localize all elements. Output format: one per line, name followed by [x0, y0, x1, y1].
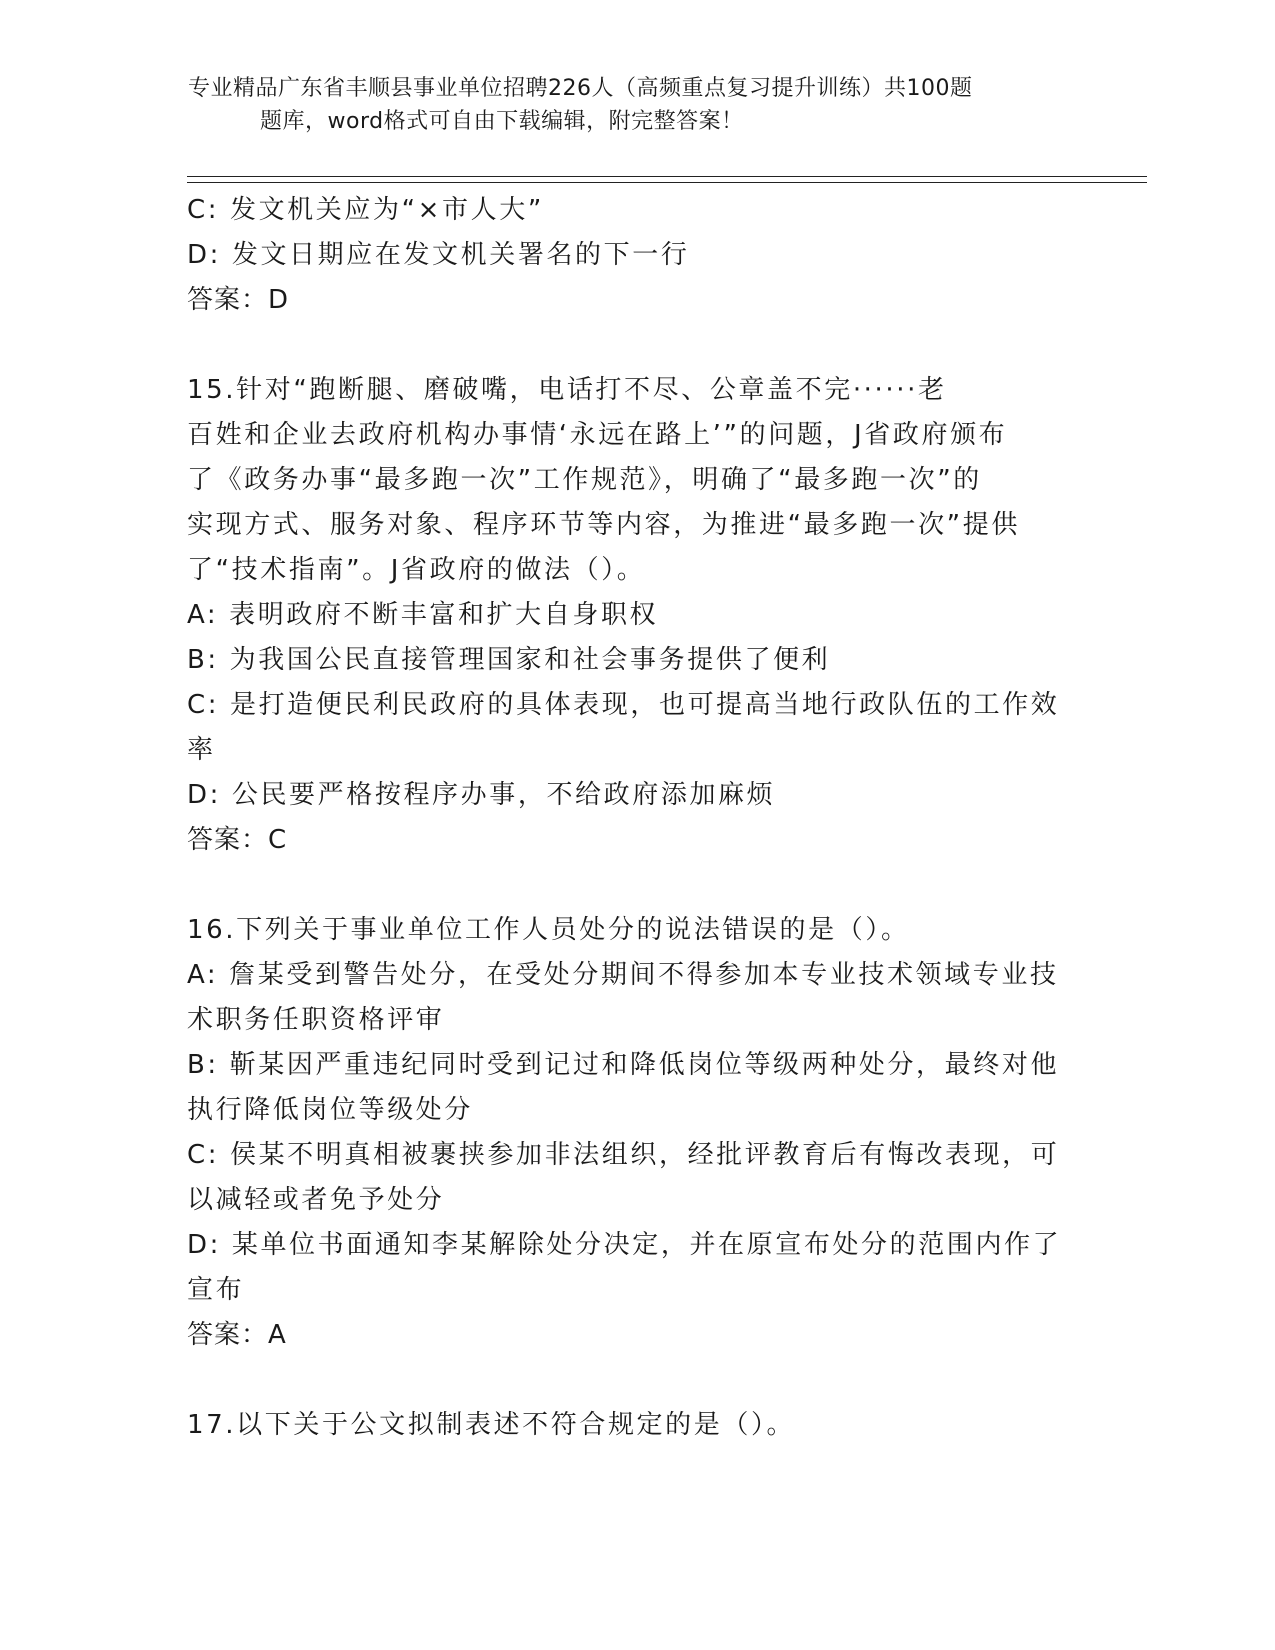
q16-option-d-cont: 宣布: [187, 1275, 245, 1305]
q14-answer: 答案：D: [187, 285, 290, 315]
q17-stem: 17.以下关于公文拟制表述不符合规定的是（）。: [187, 1410, 796, 1440]
q15-option-c-cont: 率: [187, 735, 216, 765]
q16-answer: 答案：A: [187, 1320, 287, 1350]
q15-stem-line: 15.针对“跑断腿、磨破嘴，电话打不尽、公章盖不完······老: [187, 375, 947, 405]
question-15: [187, 368, 1087, 863]
q16-option-b: B: 靳某因严重违纪同时受到记过和降低岗位等级两种处分，最终对他: [187, 1050, 1060, 1080]
q16-option-c-cont: 以减轻或者免予处分: [187, 1185, 445, 1215]
q16-stem: 16.下列关于事业单位工作人员处分的说法错误的是（）。: [187, 915, 910, 945]
question-17: [187, 1403, 1087, 1448]
q16-option-a-cont: 术职务任职资格评审: [187, 1005, 445, 1035]
q15-stem-line: 了《政务办事“最多跑一次”工作规范》，明确了“最多跑一次”的: [187, 465, 982, 495]
spacer: [187, 1358, 1087, 1403]
q14-option-d: D: 发文日期应在发文机关署名的下一行: [187, 240, 690, 270]
header-divider-top: [187, 176, 1147, 177]
q15-stem-line: 了“技术指南”。J省政府的做法（）。: [187, 555, 646, 585]
q15-option-b: B: 为我国公民直接管理国家和社会事务提供了便利: [187, 645, 831, 675]
question-content: [187, 188, 1087, 1448]
header-divider-bottom: [187, 182, 1147, 183]
q16-option-a: A: 詹某受到警告处分，在受处分期间不得参加本专业技术领域专业技: [187, 960, 1059, 990]
header-title-line2: 题库，word格式可自由下载编辑，附完整答案！: [260, 109, 744, 134]
spacer: [187, 323, 1087, 368]
document-header: [188, 72, 1078, 138]
q16-option-b-cont: 执行降低岗位等级处分: [187, 1095, 474, 1125]
q16-option-c: C: 侯某不明真相被裹挟参加非法组织，经批评教育后有悔改表现，可: [187, 1140, 1060, 1170]
question-14-tail: [187, 188, 1087, 323]
question-16: [187, 908, 1087, 1358]
q15-stem-line: 百姓和企业去政府机构办事情‘永远在路上’”的问题，J省政府颁布: [187, 420, 1008, 450]
q15-option-c: C: 是打造便民利民政府的具体表现，也可提高当地行政队伍的工作效: [187, 690, 1060, 720]
q15-option-d: D: 公民要严格按程序办事，不给政府添加麻烦: [187, 780, 776, 810]
q15-option-a: A: 表明政府不断丰富和扩大自身职权: [187, 600, 659, 630]
q15-stem-line: 实现方式、服务对象、程序环节等内容，为推进“最多跑一次”提供: [187, 510, 1020, 540]
q16-option-d: D: 某单位书面通知李某解除处分决定，并在原宣布处分的范围内作了: [187, 1230, 1062, 1260]
q15-answer: 答案：C: [187, 825, 288, 855]
header-title-line1: 专业精品广东省丰顺县事业单位招聘226人（高频重点复习提升训练）共100题: [188, 76, 973, 101]
spacer: [187, 863, 1087, 908]
q14-option-c: C: 发文机关应为“×市人大”: [187, 195, 544, 225]
